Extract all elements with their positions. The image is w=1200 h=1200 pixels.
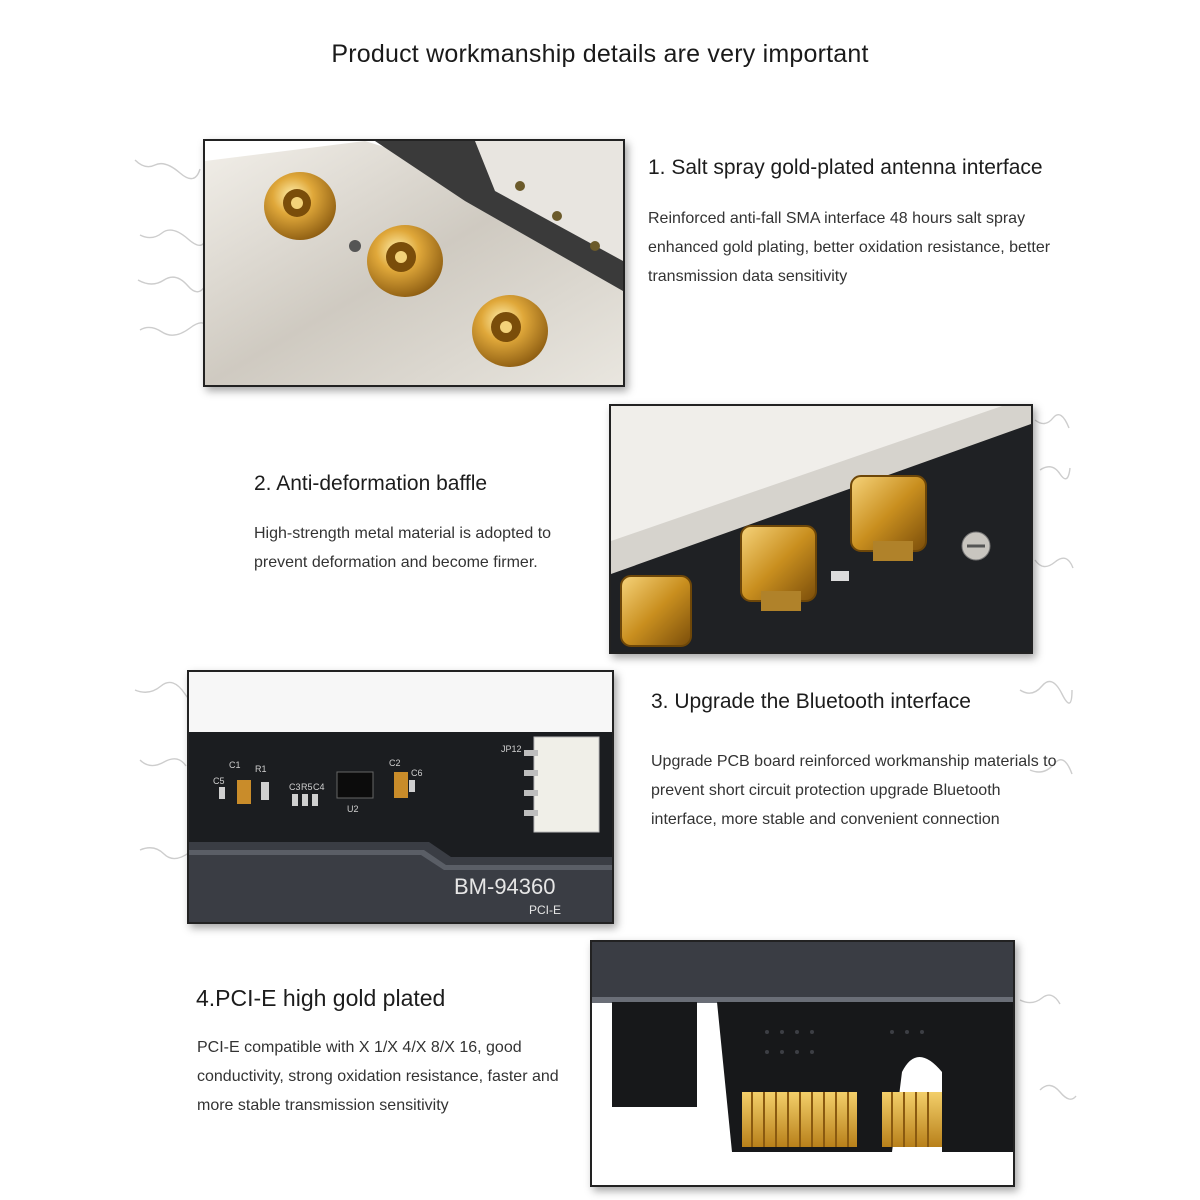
feature-2-title: 2. Anti-deformation baffle: [254, 472, 488, 495]
feature-2-description: High-strength metal material is adopted to prevent deformation and become firmer.: [254, 525, 552, 571]
pcb-label-c5: C5: [213, 776, 225, 786]
pcie-gold-fingers-photo: [590, 940, 1015, 1187]
pcb-label-c3: C3: [289, 782, 301, 792]
sma-connector-icon: [264, 172, 336, 240]
pcb-label-c1: C1: [229, 760, 241, 770]
metal-bracket-photo: [609, 404, 1033, 654]
board-interface-label: PCI-E: [529, 903, 562, 917]
pcb-label-c4: C4: [313, 782, 325, 792]
bluetooth-header-pcb-photo: [187, 670, 614, 924]
feature-4-title: 4.PCI-E high gold plated: [196, 985, 446, 1011]
feature-1-title: 1. Salt spray gold-plated antenna interface: [648, 156, 1043, 179]
page-title: Product workmanship details are very important: [331, 40, 869, 68]
pcb-label-r1: R1: [255, 764, 267, 774]
pcb-label-c6: C6: [411, 768, 423, 778]
board-model-label: BM-94360: [454, 874, 556, 899]
pcb-label-r5: R5: [301, 782, 313, 792]
feature-3-description: Upgrade PCB board reinforced workmanship materials to prevent short circuit protection upgrade Bluetooth interface, more stable and convenient connection: [651, 753, 1057, 828]
pcb-label-u2: U2: [347, 804, 359, 814]
sma-antenna-photo: [203, 139, 625, 387]
feature-3-title: 3. Upgrade the Bluetooth interface: [651, 690, 971, 713]
feature-4-description: PCI-E compatible with X 1/X 4/X 8/X 16, good conductivity, strong oxidation resistance, faster and more stable transmission sensitivity: [197, 1039, 559, 1114]
pcb-label-jp12: JP12: [501, 744, 522, 754]
pcb-label-c2: C2: [389, 758, 401, 768]
feature-1-description: Reinforced anti-fall SMA interface 48 hours salt spray enhanced gold plating, better oxidation resistance, better transmission data sensitivity: [648, 210, 1051, 285]
